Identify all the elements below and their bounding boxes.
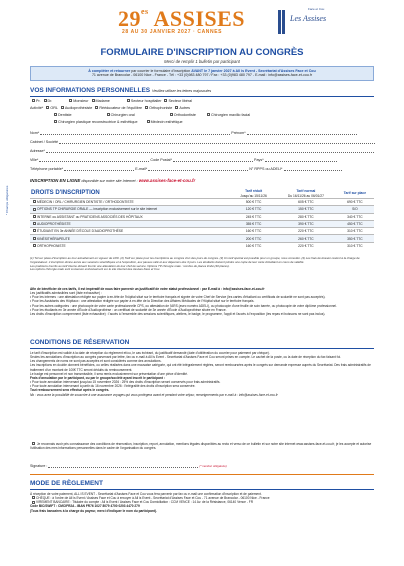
fee-row [30, 242, 374, 249]
return-deadline: AVANT le 7 janvier 2027 [191, 69, 232, 73]
civility-madame-label: Madame [95, 99, 110, 103]
checkbox-medecin-esthetique[interactable] [147, 120, 150, 123]
online-label: INSCRIPTION EN LIGNE [30, 178, 81, 183]
code-postal-label: Code Postal* [150, 158, 172, 162]
consent-text: Je reconnais avoir pris connaissance des conditions de réservation, inscription, report, annulation, mentions légales disponibles au recto et verso de ce bulletin et sur notre site internet www.assises-face-et-cou.fr, je les accepte et autorise l'utilisation des mes informations personnelles dans le cadre de l'organisation du congrès. [30, 442, 372, 451]
adresse-label: Adresse* [30, 149, 45, 153]
fee-row-label-cell [30, 213, 231, 220]
prenom-label: Prénom* [231, 131, 246, 135]
activity-row-3 [52, 120, 183, 125]
fee-category-label: MÉDECIN / ORL / CHIRURGIEN DENTISTE / ORTHODONTISTE [37, 200, 134, 205]
fee-reduit-value: 120 € TTC [231, 206, 276, 213]
fee-row-label-cell [30, 206, 231, 213]
checkbox-consent[interactable] [32, 442, 35, 445]
justif-line-1: Les justificatifs admissibles sont (liste exhaustive) : [30, 291, 102, 296]
fee-surplace-value: 690 € TTC [336, 199, 374, 206]
nom-label: Nom* [30, 131, 40, 135]
activity-row-2 [52, 113, 250, 118]
online-url-link[interactable]: www.assises-face-et-cou.fr [138, 178, 196, 183]
ville-label: Ville* [30, 158, 39, 162]
fee-reduit-value: 160 € TTC [231, 242, 276, 249]
conditions-block [30, 351, 374, 397]
checkbox-dentiste[interactable] [54, 113, 57, 116]
civility-monsieur-label: Monsieur [73, 99, 89, 103]
personal-section-title [30, 87, 211, 95]
fee-normal-value: 260 € TTC [276, 235, 336, 242]
fee-row [30, 235, 374, 242]
checkbox-virement[interactable] [32, 501, 35, 504]
ville-field[interactable] [39, 159, 149, 162]
signature-label: Signature : [30, 464, 49, 468]
online-text: disponible sur notre site Internet : [81, 179, 139, 183]
nom-field[interactable] [40, 132, 230, 135]
fee-row-label-cell [30, 228, 231, 235]
fee-category-label: INTERNE ou ASSISTANT ou PRATICIENS ASSOCIÉS DES HÔPITAUX [37, 214, 143, 219]
checkbox-audio[interactable] [61, 106, 64, 109]
checkbox-orl[interactable] [46, 106, 49, 109]
personal-hint: Veuillez utiliser les lettres majuscules [151, 89, 212, 93]
fees-col-reduit-label: Tarif réduit [245, 189, 263, 194]
fee-note-1: (1) Tél sur place d'inscription au tour actuellement en vigueur de 10%. (2) Tarif sur place pour les inscriptions au congrès d'un des jours de congrès. (3) Un tarif spécial est possible pour un groupe, nous consulter. (4) Les frais de dossier restent à la charge de l'organisateur. L'inscription donne accès aux sessions scientifiques et à l'exposition, aux pauses café et aux déjeuners des 3 jours. Les étudiants doivent joindre une copie de leur carte d'étudiant en cours de validité. [30, 256, 360, 264]
rpps-label: N° RPPS ou ADELI* [249, 167, 283, 171]
checkbox-chir-plastique[interactable] [54, 120, 57, 123]
condition-3: Les changements de noms ne sont pas acceptés et sont considérés comme des annulations. [30, 359, 162, 364]
page-subtitle: Merci de remplir 1 bulletin par participant [164, 59, 240, 64]
logo-text: Les Assises [290, 14, 327, 23]
cabinet-row [30, 140, 375, 145]
condition-4: Les inscriptions en double donnent bénéficies, ou celles réalisées dans une mauvaise catégorie, qui ont été intégralement réglées, seront remboursées après le congrès sur demande expresse auprès du Secrétariat. Des frais administratifs de traitement d'un montant de 100€ TTC seront déduits du remboursement. [30, 363, 371, 372]
email-field[interactable] [148, 168, 248, 171]
justif-line-3: • Pour les Assistants des Hôpitaux : une attestation rédigée sur papier à en-tête de la Direction des Affaires Médicales de l'Hôpital situé sur le territoire français. [30, 299, 255, 304]
activity-autres-label: Autres [179, 106, 190, 110]
fee-reduit-value: 200 € TTC [231, 235, 276, 242]
fee-reduit-value: 355 € TTC [231, 220, 276, 227]
sector-hospital-label: Secteur hospitalier [130, 99, 162, 103]
civility-dr-label: Dr. [47, 99, 53, 103]
fee-note-2: Les praticiens inscrits au tarif interne doivent fournir une attestation de leur chef de service. Options TP chirurgie orale : nombre de places limité (40 places). [30, 263, 230, 268]
justif-line-4: • Pour les autres catégories : une photocopie de votre carte professionnelle CPS, ou attestation de l'ARS (avec numéro ADELI), ou photocopie d'une feuille de soin barrée, ou photocopie de votre diplôme professionnel. [30, 303, 337, 308]
checkbox-hospitalier[interactable] [127, 99, 130, 102]
condition-2: Seules les annulations d'inscription au congrès parvenant par lettre, fax ou e-mail à All Is Event - Secrétariat d'Assises Face et Cou seront prises en compte. Le cachet de la poste, ou la date de réception du fax faisant foi. [30, 355, 341, 360]
section-divider [30, 348, 374, 349]
fee-surplace-value: 350 € TTC [336, 235, 374, 242]
fee-note-3: Les options chirurgie orale sont à réserver exclusivement sur le site internet des Assises Face et Cou. [30, 267, 161, 272]
fees-table [30, 189, 374, 250]
justif-title: Afin de bénéficier de ces tarifs, il est impératif de nous faire parvenir un justificatif de votre statut professionnel : par E-mail à : info@assises-face-et-cou.fr [30, 287, 265, 291]
payment-fees-note: (Tous frais bancaires à la charge du payeur, merci d'indiquer le nom du participant). [30, 508, 157, 513]
activity-row [30, 106, 190, 111]
pays-label: Pays* [254, 158, 264, 162]
return-address-lead: à All is Event - Secrétariat d'Assises Face et Cou [231, 69, 316, 73]
address-row [30, 149, 374, 154]
name-row [30, 131, 357, 136]
fee-reduit-value: 160 € TTC [231, 228, 276, 235]
checkbox-madame[interactable] [92, 99, 95, 102]
fees-col-normal-label: Tarif normal [296, 189, 316, 194]
signature-row [30, 464, 227, 468]
event-dates: 28 AU 30 JANVIER 2027 · CANNES [122, 29, 223, 35]
telephone-field[interactable] [64, 168, 134, 171]
section-divider [30, 96, 374, 97]
fees-col-surplace: Tarif sur place [343, 191, 367, 196]
section-divider [30, 489, 374, 490]
condition-9: Tout remboursement sera effectué après le congrès. [30, 388, 110, 393]
fee-reduit-value: 245 € TTC [231, 213, 276, 220]
condition-6: Frais d'annulation par le participant, ou par le groupe/société ayant inscrit le participant : [30, 375, 165, 380]
fee-footnotes [30, 257, 374, 272]
checkbox-pr[interactable] [32, 99, 35, 102]
activity-label: Activité* [30, 106, 44, 110]
fee-surplace-value: 450 € TTC [336, 220, 374, 227]
return-info-box [30, 66, 374, 81]
fee-surplace-value: 340 € TTC [336, 213, 374, 220]
condition-10: Nb : vous avez la possibilité de souscrire à une assurance voyages qui vous protègera avant et pendant votre séjour, renseignements par e-mail à : info@assises-face-et-cou.fr [30, 392, 278, 397]
activity-dentiste-label: Dentiste [58, 113, 72, 117]
fees-col-normal [276, 189, 336, 199]
rpps-field[interactable] [284, 168, 342, 171]
fee-option-checkbox[interactable] [33, 222, 36, 225]
personal-title: VOS INFORMATIONS PERSONNELLES [30, 87, 151, 94]
checkbox-dr[interactable] [44, 99, 47, 102]
fee-reduit-value: 500 € TTC [231, 199, 276, 206]
activity-orthophoniste-label: Orthophoniste [149, 106, 173, 110]
fee-row [30, 213, 374, 220]
payment-line-1: À réception de votre paiement, ALL IS EVENT - Secrétariat d'Assises Face et Cou vous fera parvenir par fax ou e-mail une confirmation d'inscription et de paiement. [30, 492, 262, 496]
fee-option-checkbox[interactable] [33, 215, 36, 218]
activity-audio-label: Audioprothésiste [64, 106, 93, 110]
prenom-field[interactable] [247, 132, 357, 135]
justif-line-2: • Pour les internes : une attestation rédigée sur papier à en-tête de l'hôpital situé sur le territoire français et signée de votre Chef de Service (les cartes d'étudiant ou certificats de scolarité ne sont pas acceptés). [30, 295, 326, 300]
condition-1: Le tarif d'inscription est validé à la date de réception du règlement et/ou, le cas échéant, du justificatif demandé (date d'oblitération du courrier pour paiement par chèque). [30, 351, 270, 355]
checkbox-monsieur[interactable] [69, 99, 72, 102]
logo-bars-icon [278, 8, 288, 36]
activity-orthodontiste-label: Orthodontiste [173, 113, 196, 117]
activity-medecin-esthetique-label: Médecin esthétique [150, 120, 183, 124]
fee-option-checkbox[interactable] [33, 229, 36, 232]
fees-col-normal-date: Du 16/11/26 au 06/01/27 [287, 193, 324, 198]
fees-header-row [30, 189, 374, 199]
justification-block [30, 287, 374, 316]
fee-normal-value: 220 € TTC [276, 242, 336, 249]
checkbox-autres[interactable] [175, 106, 178, 109]
payment-title: MODE DE RÈGLEMENT [30, 480, 103, 487]
justif-line-5: • Pour les étudiants en 3e année d'École d'Audioprothèse : un certificat de scolarité de 3e année d'École d'Audioprothèse située en France. [30, 307, 227, 312]
condition-8: • Pour toute annulation intervenant à partir du 16 novembre 2026 : l'intégralité des droits d'inscription sera conservée. [30, 384, 196, 389]
fee-row [30, 228, 374, 235]
fees-col-reduit [231, 189, 276, 199]
fee-category-label: KINÉSITHÉRAPEUTE [37, 236, 70, 241]
contact-row [30, 167, 342, 172]
cabinet-label: Cabinet / Société [30, 140, 59, 144]
checkbox-reeducateur[interactable] [95, 106, 98, 109]
fee-surplace-value: 310 € TTC [336, 228, 374, 235]
fee-surplace-value: S/O [336, 206, 374, 213]
fees-col-reduit-date: Jusqu'au 15/11/26 [240, 193, 267, 198]
event-name: ASSISES [153, 6, 246, 31]
fee-row [30, 206, 374, 213]
telephone-label: Téléphone portable* [30, 167, 64, 171]
return-contact: 71 avenue de Brancolar - 06100 Nice - France - Tél : +33 (0)983 480 797 / Fax : +33 (0)983 480 797 - E-mail : info@assises-face-et-cou.fr [91, 73, 313, 78]
adresse-field[interactable] [46, 150, 374, 153]
sector-liberal-label: Secteur libéral [168, 99, 193, 103]
fee-normal-value: 280 € TTC [276, 213, 336, 220]
page-header [0, 0, 404, 46]
fee-row-label-cell [30, 235, 231, 242]
payment-cheque-text: CHÈQUE : à l'ordre de All is Event / Assises Face et Cou à envoyer à All is Event - Secrétariat d'Assises Face et Cou - 71 avenue de Brancolar - 06100 Nice - France [36, 496, 270, 501]
conditions-title: CONDITIONS DE RÉSERVATION [30, 339, 130, 346]
fee-surplace-value: 310 € TTC [336, 242, 374, 249]
fee-normal-value: 220 € TTC [276, 228, 336, 235]
signature-field[interactable] [48, 465, 198, 468]
fee-row-label-cell [30, 242, 231, 249]
fee-normal-value: 390 € TTC [276, 220, 336, 227]
orange-divider [30, 474, 374, 475]
fee-option-checkbox[interactable] [33, 200, 36, 203]
edition-suffix: es [141, 7, 149, 16]
fee-row [30, 220, 374, 227]
online-registration [30, 178, 195, 184]
condition-7: • Pour toute annulation intervenant jusqu'au 15 novembre 2026 : 25% des droits d'inscription seront conservés pour frais administratifs. [30, 380, 221, 385]
fee-row [30, 199, 374, 206]
checkbox-orthophoniste[interactable] [145, 106, 148, 109]
assises-logo [278, 8, 328, 38]
fee-category-label: ÉTUDIANT EN 3e ANNÉE D'ÉCOLE D'AUDIOPROTHÉSE [37, 229, 124, 234]
code-postal-field[interactable] [173, 159, 253, 162]
fee-row-label-cell [30, 220, 231, 227]
justif-line-6: Les droits d'inscription comprennent (liste exhaustive) : l'accès à l'ensemble des sessions scientifiques, ateliers, le badge, le programme, l'appli et l'accès à l'exposition (les repas et boissons ne sont pas inclus). [30, 311, 326, 316]
civility-pr-label: Pr. [36, 99, 41, 103]
payment-iban: Code BIC/SWIFT : CMCIFR2A - IBAN FR76 1027 8079 4700 0203 4470 279 [30, 504, 140, 509]
pays-field[interactable] [265, 159, 337, 162]
activity-chir-oral-label: Chirurgien oral [110, 113, 135, 117]
city-row [30, 158, 337, 163]
cabinet-field[interactable] [59, 141, 375, 144]
email-label: E-mail* [135, 167, 148, 171]
activity-reeducateur-label: Rééducateur de l'équilibre [99, 106, 143, 110]
checkbox-chir-oral[interactable] [107, 113, 110, 116]
activity-chir-maxillo-label: Chirurgien maxillo facial [210, 113, 251, 117]
return-text: par courrier le formulaire d'inscription [130, 69, 192, 73]
fee-normal-value: 605 € TTC [276, 199, 336, 206]
civility-row [30, 99, 192, 104]
fee-row-label-cell [30, 199, 231, 206]
fee-option-checkbox[interactable] [33, 208, 36, 211]
fee-category-label: ORTHOPHONISTE [37, 244, 66, 249]
payment-virement-text: VIREMENT BANCAIRE : Titulaire du compte : All is Event / Assises Face et Cou Domiciliation : CCM VENCE : 14 Av. de la Résistance, 06140 Vence - FR [36, 500, 254, 505]
activity-orl-label: ORL [50, 106, 58, 110]
consent-row [30, 442, 374, 450]
activity-chir-plastique-label: Chirurgien plastique reconstructrice & esthétique [58, 120, 138, 124]
checkbox-chir-maxillo[interactable] [207, 113, 210, 116]
condition-5: Le badge est personnel et non transmissible, il sera remis exclusivement sur présentation d'une pièce d'identité. [30, 371, 188, 376]
edition-number: 29 [118, 6, 141, 31]
payment-block [30, 492, 374, 513]
logo-small-text: Face et Cou [308, 7, 325, 11]
fees-title: DROITS D'INSCRIPTION [31, 189, 100, 196]
page-title: FORMULAIRE D'INSCRIPTION AU CONGRÈS [100, 47, 304, 58]
checkbox-orthodontiste[interactable] [170, 113, 173, 116]
return-lead: À compléter et retourner [88, 69, 131, 73]
fee-option-checkbox[interactable] [33, 244, 36, 247]
fee-category-label: OPTIONS TP CHIRURGIE ORALE — inscription exclusivement sur le site internet [37, 207, 158, 212]
checkbox-cheque[interactable] [32, 496, 35, 499]
fee-category-label: AUDIOPROTHÉSISTE [37, 221, 71, 226]
fee-option-checkbox[interactable] [33, 237, 36, 240]
fee-normal-value: 150 € TTC [276, 206, 336, 213]
signature-required: (* mention obligatoire) [199, 464, 227, 468]
required-fields-label: * Champs obligatoires [5, 185, 9, 215]
